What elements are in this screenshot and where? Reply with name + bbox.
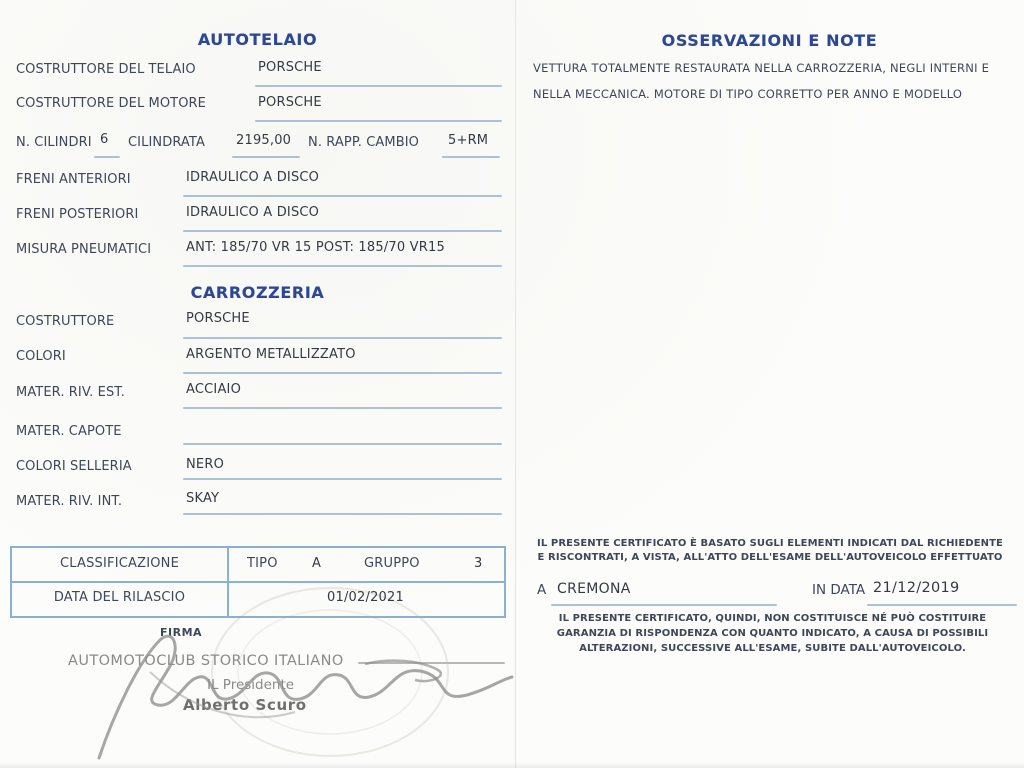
underline (255, 120, 502, 122)
stamp-president-name: Alberto Scuro (183, 696, 307, 714)
field-mater-riv-est-value: ACCIAIO (186, 382, 242, 397)
underline (183, 372, 502, 374)
field-mater-capote-label: MATER. CAPOTE (16, 424, 122, 439)
stamp-role: IL Presidente (207, 677, 295, 693)
field-freni-posteriori-label: FRENI POSTERIORI (16, 207, 139, 222)
underline (232, 156, 300, 158)
firma-label: FIRMA (160, 626, 203, 639)
osservazioni-line1: VETTURA TOTALMENTE RESTAURATA NELLA CARROZZERIA, NEGLI INTERNI E (533, 61, 990, 75)
underline (442, 156, 500, 158)
center-fold-line (515, 0, 516, 768)
table-cell-tipo-label: TIPO (247, 556, 278, 571)
underline (183, 230, 502, 232)
field-freni-anteriori-value: IDRAULICO A DISCO (186, 170, 320, 185)
underline (183, 195, 502, 197)
field-costruttore-motore-label: COSTRUTTORE DEL MOTORE (16, 96, 206, 111)
field-n-cilindri-value: 6 (100, 132, 109, 147)
underline (867, 604, 1017, 606)
certificate-statement2-line1: IL PRESENTE CERTIFICATO, QUINDI, NON COSTITUISCE NÉ PUÒ COSTITUIRE (558, 613, 987, 624)
date-value: 21/12/2019 (873, 580, 960, 596)
classification-table (10, 546, 506, 618)
field-costruttore-telaio-label: COSTRUTTORE DEL TELAIO (16, 62, 196, 77)
underline (183, 407, 502, 409)
section-title-autotelaio: AUTOTELAIO (197, 30, 318, 49)
underline (183, 265, 502, 267)
certificate-statement1-line2: E RISCONTRATI, A VISTA, ALL'ATTO DELL'ESAME DELL'AUTOVEICOLO EFFETTUATO (537, 552, 1003, 563)
field-colori-selleria-value: NERO (186, 457, 225, 472)
table-cell-data-rilascio-label: DATA DEL RILASCIO (53, 590, 186, 605)
signature-line (358, 662, 505, 664)
table-row-divider (12, 581, 504, 583)
field-freni-posteriori-value: IDRAULICO A DISCO (186, 205, 320, 220)
field-colori-value: ARGENTO METALLIZZATO (186, 347, 356, 362)
field-costruttore-label: COSTRUTTORE (16, 314, 115, 329)
field-rapp-cambio-label: N. RAPP. CAMBIO (308, 135, 419, 150)
table-cell-gruppo-label: GRUPPO (364, 556, 420, 571)
place-value: CREMONA (557, 581, 631, 597)
section-title-carrozzeria: CARROZZERIA (190, 283, 325, 302)
place-prefix-label: A (537, 582, 547, 598)
certificate-statement1-line1: IL PRESENTE CERTIFICATO È BASATO SUGLI ELEMENTI INDICATI DAL RICHIEDENTE (537, 538, 1003, 549)
table-cell-gruppo-value: 3 (474, 556, 483, 571)
field-misura-pneumatici-value: ANT: 185/70 VR 15 POST: 185/70 VR15 (186, 240, 445, 255)
stamp-organization: AUTOMOTOCLUB STORICO ITALIANO (68, 653, 344, 669)
field-cilindrata-value: 2195,00 (236, 133, 292, 148)
field-mater-riv-est-label: MATER. RIV. EST. (16, 385, 126, 400)
field-misura-pneumatici-label: MISURA PNEUMATICI (16, 242, 152, 257)
table-cell-tipo-value: A (312, 556, 322, 571)
underline (94, 156, 120, 158)
field-costruttore-telaio-value: PORSCHE (258, 60, 322, 75)
field-cilindrata-label: CILINDRATA (128, 135, 205, 150)
underline (183, 443, 502, 445)
scan-bottom-shadow (0, 762, 1024, 768)
underline (183, 478, 502, 480)
underline (551, 604, 777, 606)
osservazioni-line2: NELLA MECCANICA. MOTORE DI TIPO CORRETTO PER ANNO E MODELLO (533, 87, 963, 101)
table-cell-data-rilascio-value: 01/02/2021 (327, 590, 404, 605)
field-freni-anteriori-label: FRENI ANTERIORI (16, 172, 131, 187)
certificate-statement2-line3: ALTERAZIONI, SUCCESSIVE ALL'ESAME, SUBITE DALL'AUTOVEICOLO. (579, 643, 966, 654)
field-mater-riv-int-value: SKAY (186, 491, 220, 506)
section-title-osservazioni: OSSERVAZIONI E NOTE (661, 31, 878, 50)
table-cell-classificazione: CLASSIFICAZIONE (59, 556, 180, 571)
field-n-cilindri-label: N. CILINDRI (16, 135, 92, 150)
field-colori-selleria-label: COLORI SELLERIA (16, 459, 132, 474)
underline (183, 513, 502, 515)
field-mater-riv-int-label: MATER. RIV. INT. (16, 494, 123, 509)
field-costruttore-motore-value: PORSCHE (258, 95, 322, 110)
date-label: IN DATA (812, 582, 866, 598)
underline (255, 85, 502, 87)
field-rapp-cambio-value: 5+RM (448, 133, 489, 148)
field-costruttore-value: PORSCHE (186, 311, 250, 326)
underline (183, 337, 502, 339)
certificate-statement2-line2: GARANZIA DI RISPONDENZA CON QUANTO INDICATO, A CAUSA DI POSSIBILI (556, 628, 989, 639)
field-colori-label: COLORI (16, 349, 66, 364)
